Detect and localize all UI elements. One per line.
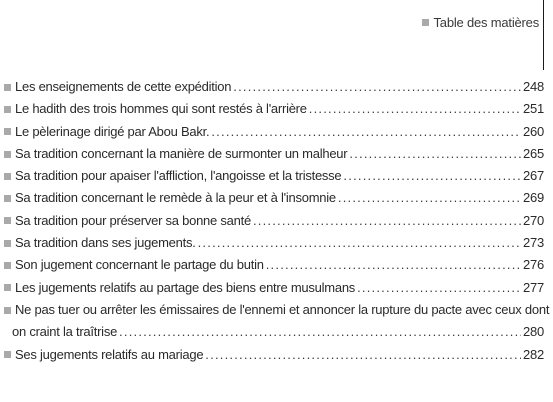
toc-entry-page: 267 [523,168,544,184]
toc-entry-continuation [4,321,544,343]
toc-entry-title: Ne pas tuer ou arrêter les émissaires de l'ennemi et annoncer la rupture du pacte avec ceux dont [15,301,550,317]
dot-leader [211,121,521,143]
toc-entry [4,277,544,299]
dot-leader [309,98,521,120]
square-bullet-icon [4,173,11,180]
running-header [422,15,539,30]
dot-leader [119,321,521,343]
toc-entry-title: Sa tradition pour préserver sa bonne santé [15,212,251,228]
toc-entry-title: Sa tradition dans ses jugements. [15,235,196,251]
toc-entry [4,210,544,232]
toc-entry-title: Sa tradition concernant le remède à la peur et à l'insomnie [15,190,336,206]
square-bullet-icon [4,84,11,91]
toc-entry-page: 269 [523,190,544,206]
toc-entry-page: 282 [523,346,544,362]
table-of-contents [4,76,550,366]
toc-entry-first-line [4,299,550,321]
toc-entry [4,76,544,98]
toc-entry [4,254,544,276]
square-bullet-icon [4,307,11,314]
dot-leader [233,76,521,98]
toc-entry-page: 265 [523,145,544,161]
toc-entry [4,143,544,165]
toc-entry-title: Ses jugements relatifs au mariage [15,346,204,362]
toc-entry-title: Les jugements relatifs au partage des biens entre musulmans [15,279,356,295]
square-bullet-icon [4,284,11,291]
toc-entry-page: 251 [523,101,544,117]
dot-leader [198,232,521,254]
toc-entry-title: Son jugement concernant le partage du butin [15,257,264,273]
dot-leader [343,165,521,187]
toc-entry-page: 277 [523,279,544,295]
square-bullet-icon [4,195,11,202]
square-bullet-icon [4,106,11,113]
toc-entry-title: Le pèlerinage dirigé par Abou Bakr. [15,123,210,139]
dot-leader [253,210,521,232]
square-bullet-icon [4,240,11,247]
toc-entry-title: Les enseignements de cette expédition [15,79,232,94]
toc-entry-page: 260 [523,123,544,139]
dot-leader [357,277,521,299]
dot-leader [266,254,521,276]
toc-entry-page: 280 [523,324,544,340]
toc-entry [4,187,544,209]
toc-entry-title: Sa tradition pour apaiser l'affliction, l'angoisse et la tristesse [15,168,342,184]
square-bullet-icon [4,151,11,158]
square-bullet-icon [4,262,11,269]
toc-entry [4,165,544,187]
square-bullet-icon [4,351,11,358]
toc-entry [4,232,544,254]
dot-leader [338,187,521,209]
toc-entry [4,121,544,143]
toc-entry-title: Sa tradition concernant la manière de surmonter un malheur [15,145,348,161]
header-square-bullet-icon [422,19,429,26]
toc-entry-page: 273 [523,235,544,251]
square-bullet-icon [4,128,11,135]
header-title: Table des matières [433,15,539,30]
toc-entry-title: Le hadith des trois hommes qui sont restés à l'arrière [15,101,307,117]
toc-entry-page: 248 [523,79,544,94]
toc-entry-page: 270 [523,212,544,228]
dot-leader [205,344,521,366]
dot-leader [349,143,521,165]
toc-entry-page: 276 [523,257,544,273]
square-bullet-icon [4,217,11,224]
toc-entry-title-continued: on craint la traîtrise [12,324,118,340]
toc-entry [4,98,544,120]
margin-rule [543,0,544,70]
toc-entry [4,344,544,366]
